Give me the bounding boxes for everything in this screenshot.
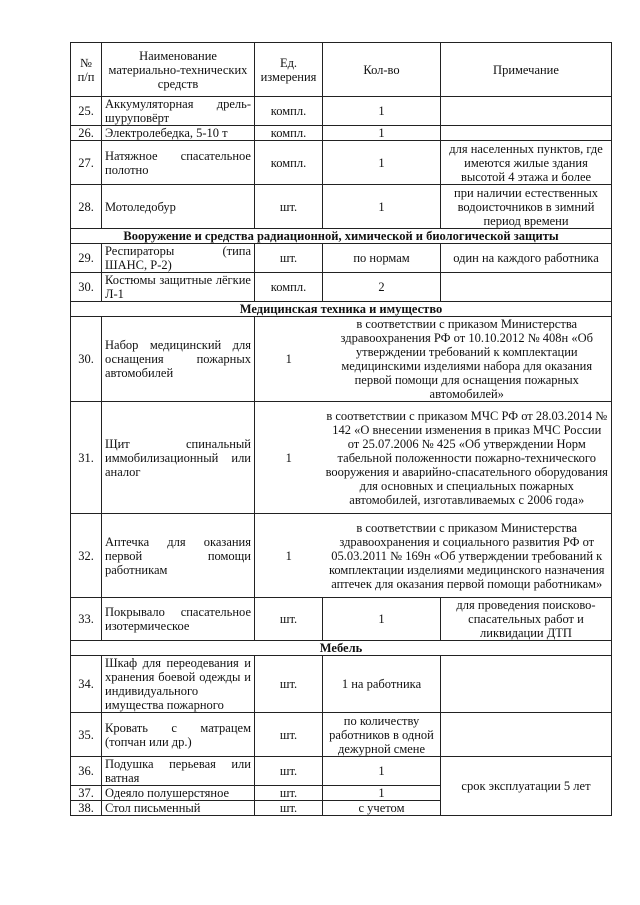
row-num: 36. bbox=[71, 757, 102, 786]
row-unit: шт. bbox=[255, 801, 323, 816]
row-name: Костюмы защитные лёгкие Л-1 bbox=[102, 273, 255, 302]
row-qty: 1 bbox=[323, 757, 441, 786]
row-name: Стол письменный bbox=[102, 801, 255, 816]
row-num: 25. bbox=[71, 97, 102, 126]
table-row bbox=[71, 713, 612, 757]
row-num: 33. bbox=[71, 598, 102, 641]
row-num: 32. bbox=[71, 514, 102, 598]
table-row bbox=[71, 514, 612, 598]
row-note bbox=[441, 713, 612, 757]
row-unit: шт. bbox=[255, 185, 323, 229]
row-note bbox=[441, 273, 612, 302]
table-row bbox=[71, 598, 612, 641]
table-row bbox=[71, 97, 612, 126]
section-title: Мебель bbox=[71, 641, 612, 656]
section-row bbox=[71, 641, 612, 656]
row-name: Натяжное спасательное полотно bbox=[102, 141, 255, 185]
row-qty: 1 bbox=[323, 126, 441, 141]
table-row bbox=[71, 402, 612, 514]
row-qty: 1 bbox=[255, 514, 323, 598]
row-qty: 1 bbox=[323, 786, 441, 801]
table-row bbox=[71, 273, 612, 302]
header-qty: Кол-во bbox=[323, 43, 441, 97]
table-row bbox=[71, 185, 612, 229]
row-qty: с учетом bbox=[323, 801, 441, 816]
table-row bbox=[71, 757, 612, 786]
row-name: Мотоледобур bbox=[102, 185, 255, 229]
row-note bbox=[441, 97, 612, 126]
row-note: для населенных пунктов, где имеются жилые здания высотой 4 этажа и более bbox=[441, 141, 612, 185]
table-row bbox=[71, 656, 612, 713]
row-unit: компл. bbox=[255, 97, 323, 126]
row-name: Аптечка для оказания первой помощи работникам bbox=[102, 514, 255, 598]
row-note bbox=[441, 126, 612, 141]
row-note: в соответствии с приказом Министерства здравоохранения РФ от 10.10.2012 № 408н «Об утверждении требований к комплектации медицинскими изделиями набора для оказания первой помощи для оснащения пожарных автомобилей» bbox=[323, 317, 612, 402]
row-qty: 1 bbox=[323, 141, 441, 185]
row-unit: шт. bbox=[255, 713, 323, 757]
row-note: для проведения поисково-спасательных работ и ликвидации ДТП bbox=[441, 598, 612, 641]
section-title: Медицинская техника и имущество bbox=[71, 302, 612, 317]
row-name: Подушка перьевая или ватная bbox=[102, 757, 255, 786]
row-num: 27. bbox=[71, 141, 102, 185]
row-qty: 1 bbox=[323, 598, 441, 641]
row-num: 30. bbox=[71, 317, 102, 402]
row-name: Шкаф для переодевания и хранения боевой одежды и индивидуального имущества пожарного bbox=[102, 656, 255, 713]
table-row bbox=[71, 244, 612, 273]
row-unit: компл. bbox=[255, 273, 323, 302]
row-note: при наличии естественных водоисточников в зимний период времени bbox=[441, 185, 612, 229]
row-name: Электролебедка, 5-10 т bbox=[102, 126, 255, 141]
section-title: Вооружение и средства радиационной, химической и биологической защиты bbox=[71, 229, 612, 244]
row-num: 35. bbox=[71, 713, 102, 757]
row-unit: шт. bbox=[255, 757, 323, 786]
header-note: Примечание bbox=[441, 43, 612, 97]
row-note: в соответствии с приказом Министерства здравоохранения и социального развития РФ от 05.03.2011 № 169н «Об утверждении требований к комплектации изделиями медицинского назначения аптечек для оказания первой помощи работникам» bbox=[323, 514, 612, 598]
row-name: Кровать с матрацем (топчан или др.) bbox=[102, 713, 255, 757]
table-header-row bbox=[71, 43, 612, 97]
row-qty: 1 bbox=[323, 97, 441, 126]
row-num: 37. bbox=[71, 786, 102, 801]
row-unit: шт. bbox=[255, 244, 323, 273]
row-num: 29. bbox=[71, 244, 102, 273]
row-num: 26. bbox=[71, 126, 102, 141]
table-row bbox=[71, 126, 612, 141]
row-qty: 2 bbox=[323, 273, 441, 302]
row-name: Покрывало спасательное изотермическое bbox=[102, 598, 255, 641]
table-row bbox=[71, 317, 612, 402]
header-name: Наименование материально-технических средств bbox=[102, 43, 255, 97]
row-note: срок эксплуатации 5 лет bbox=[441, 757, 612, 816]
equipment-table bbox=[70, 42, 612, 816]
row-num: 38. bbox=[71, 801, 102, 816]
row-unit: компл. bbox=[255, 141, 323, 185]
row-name: Респираторы (типа ШАНС, Р-2) bbox=[102, 244, 255, 273]
row-num: 31. bbox=[71, 402, 102, 514]
row-name: Аккумуляторная дрель-шуруповёрт bbox=[102, 97, 255, 126]
row-name: Набор медицинский для оснащения пожарных автомобилей bbox=[102, 317, 255, 402]
row-qty: 1 на работника bbox=[323, 656, 441, 713]
row-qty: 1 bbox=[255, 402, 323, 514]
row-qty: 1 bbox=[255, 317, 323, 402]
row-note: один на каждого работника bbox=[441, 244, 612, 273]
row-qty: 1 bbox=[323, 185, 441, 229]
section-row bbox=[71, 302, 612, 317]
row-name: Одеяло полушерстяное bbox=[102, 786, 255, 801]
row-num: 34. bbox=[71, 656, 102, 713]
row-unit: шт. bbox=[255, 598, 323, 641]
row-num: 30. bbox=[71, 273, 102, 302]
row-note: в соответствии с приказом МЧС РФ от 28.03.2014 № 142 «О внесении изменения в приказ МЧС России от 25.07.2006 № 425 «Об утверждении Норм табельной положенности пожарно-технического вооружения и аварийно-спасательного оборудования для основных и специальных пожарных автомобилей, изготавливаемых с 2006 года» bbox=[323, 402, 612, 514]
row-num: 28. bbox=[71, 185, 102, 229]
row-name: Щит спинальный иммобилизационный или аналог bbox=[102, 402, 255, 514]
table-row bbox=[71, 141, 612, 185]
row-note bbox=[441, 656, 612, 713]
row-qty: по нормам bbox=[323, 244, 441, 273]
row-unit: шт. bbox=[255, 656, 323, 713]
header-num: № п/п bbox=[71, 43, 102, 97]
row-unit: компл. bbox=[255, 126, 323, 141]
header-unit: Ед. измерения bbox=[255, 43, 323, 97]
row-unit: шт. bbox=[255, 786, 323, 801]
section-row bbox=[71, 229, 612, 244]
row-qty: по количеству работников в одной дежурной смене bbox=[323, 713, 441, 757]
